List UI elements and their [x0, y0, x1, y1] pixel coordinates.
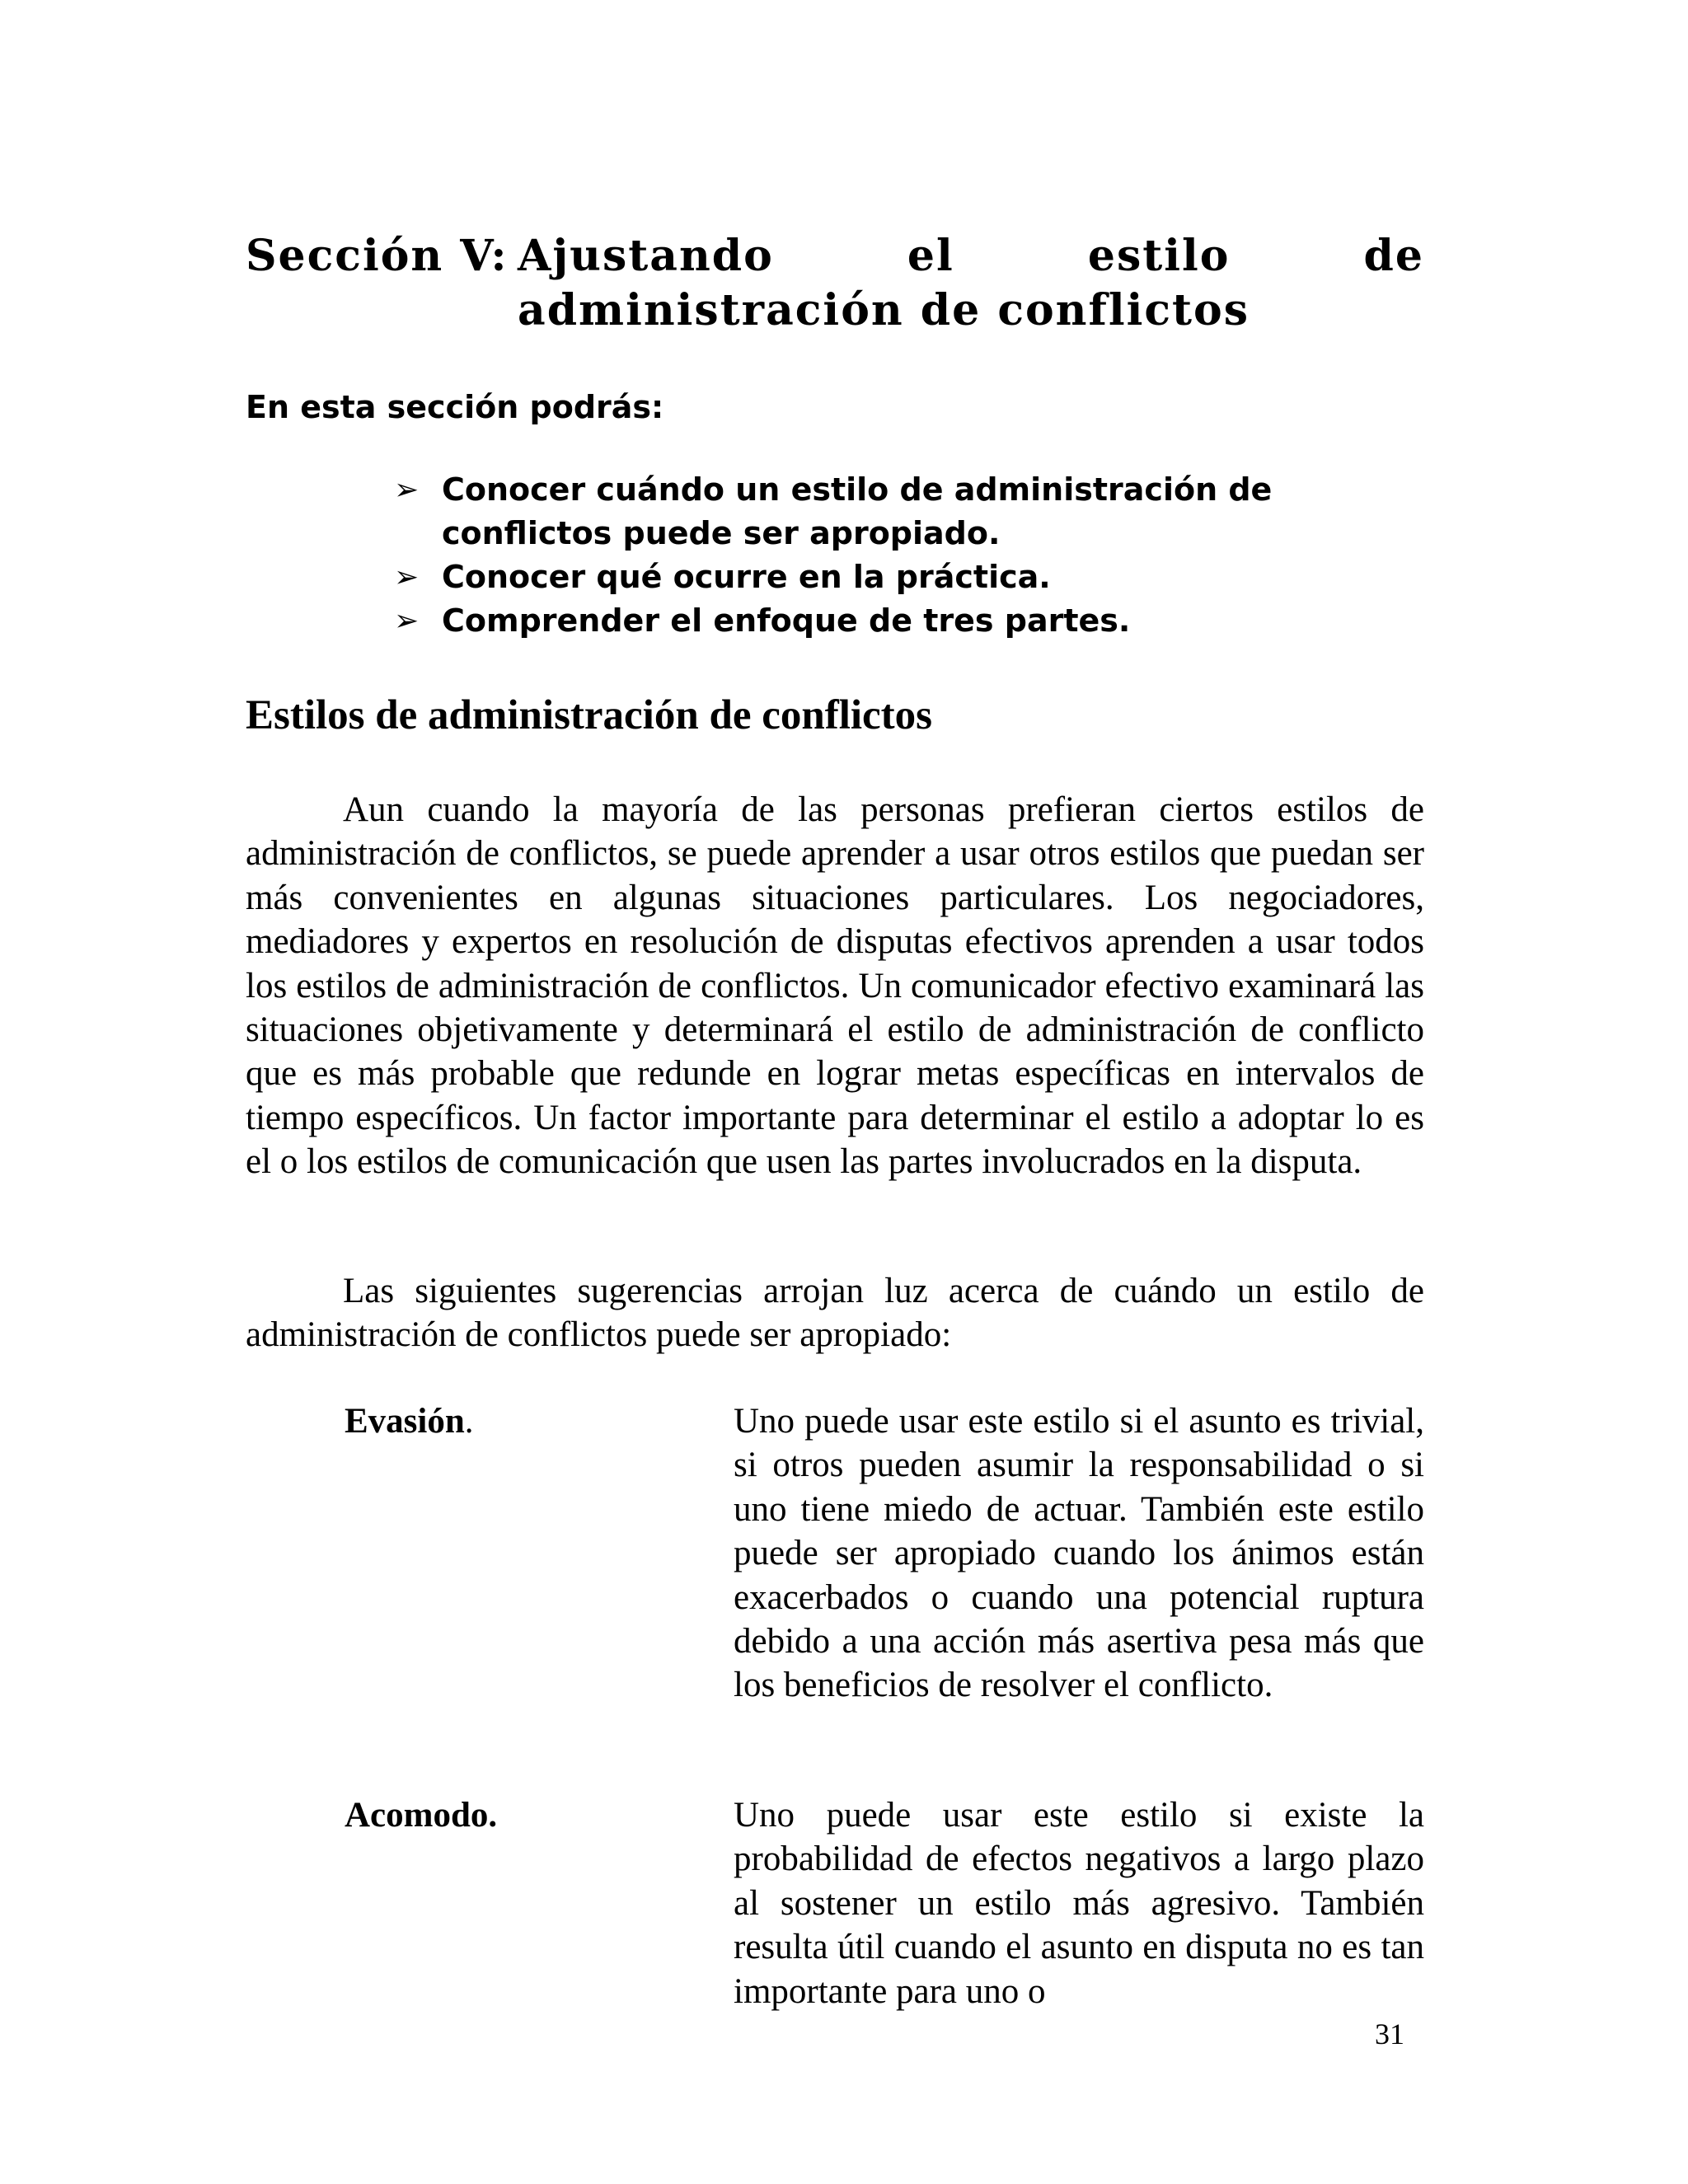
section-label: Sección V: [246, 231, 509, 281]
objectives-heading: En esta sección podrás: [246, 389, 664, 425]
objective-item [394, 599, 1383, 643]
objective-text: Conocer qué ocurre en la práctica. [442, 559, 1051, 595]
style-term-name: Acomodo. [345, 1796, 498, 1835]
objective-item [394, 468, 1383, 555]
subheading: Estilos de administración de conflictos [246, 692, 933, 738]
arrow-bullet-icon: ➢ [394, 604, 420, 638]
arrow-bullet-icon: ➢ [394, 560, 420, 594]
objective-text: Comprender el enfoque de tres partes. [442, 602, 1131, 639]
style-definition: Uno puede usar este estilo si el asunto es trivial, si otros pueden asumir la responsabilidad o si uno tiene miedo de actuar. También este estilo puede ser apropiado cuando los ánimos están exacerbados o cuando una potencial ruptura debido a una acción más asertiva pesa más que los beneficios de resolver el conflicto. [734, 1402, 1424, 1705]
page-number: 31 [1375, 2018, 1404, 2050]
style-term [345, 1399, 474, 1443]
style-definition: Uno puede usar este estilo si existe la probabilidad de efectos negativos a largo plazo al sostener un estilo más agresivo. También resulta útil cuando el asunto en disputa no es tan importante para uno o [734, 1796, 1424, 2011]
style-term [345, 1793, 497, 1837]
style-term-name: Evasión [345, 1402, 465, 1441]
body-paragraph: Las siguientes sugerencias arrojan luz acerca de cuándo un estilo de administración de conflictos puede ser apropiado: [246, 1272, 1424, 1355]
style-term-suffix: . [464, 1402, 474, 1441]
arrow-bullet-icon: ➢ [394, 473, 420, 507]
body-paragraph: Aun cuando la mayoría de las personas prefieran ciertos estilos de administración de conflictos, se puede aprender a usar otros estilos que puedan ser más convenientes en algunas situaciones particulares. Los negociadores, mediadores y expertos en resolución de disputas efectivos aprenden a usar todos los estilos de administración de conflictos. Un comunicador efectivo examinará las situaciones objetivamente y determinará el estilo de administración de conflicto que es más probable que redunde en lograr metas específicas en intervalos de tiempo específicos. Un factor importante para determinar el estilo a adoptar lo es el o los estilos de comunicación que usen las partes involucrados en la disputa. [246, 790, 1424, 1182]
objective-text: Conocer cuándo un estilo de administración de conflictos puede ser apropiado. [442, 471, 1273, 551]
section-title-text: Ajustando el estilo de administración de conflictos [518, 231, 1424, 335]
section-title [246, 229, 1424, 338]
objective-item [394, 555, 1383, 599]
objectives-list [394, 468, 1383, 643]
